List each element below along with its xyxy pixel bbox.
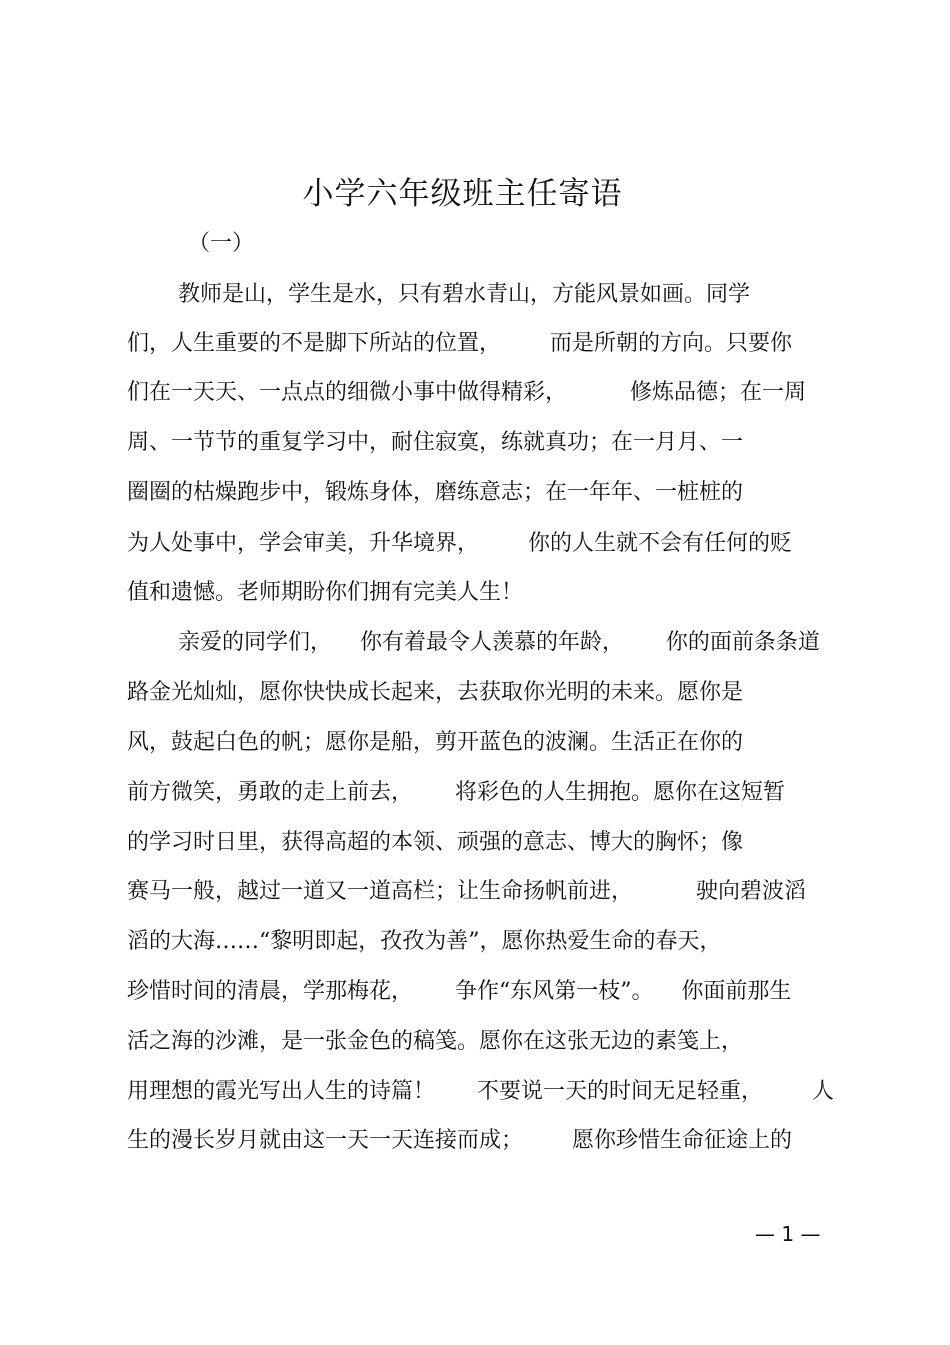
document-title: 小学六年级班主任寄语 xyxy=(302,176,623,212)
page-number: — 1 — xyxy=(755,1222,821,1246)
paragraph-2-line-7: 滔的大海……“黎明即起，孜孜为善”，愿你热爱生命的春天， xyxy=(127,929,722,954)
paragraph-1-line-3: 们在一天天、一点点的细微小事中做得精彩， 修炼品德；在一周 xyxy=(127,380,806,405)
section-label: （一） xyxy=(188,231,255,256)
paragraph-2-line-9: 活之海的沙滩，是一张金色的稿笺。愿你在这张无边的素笺上， xyxy=(127,1029,744,1054)
paragraph-1-line-6: 为人处事中，学会审美，升华境界， 你的人生就不会有任何的贬 xyxy=(127,531,792,556)
paragraph-1-line-7: 值和遗憾。老师期盼你们拥有完美人生！ xyxy=(127,580,524,605)
paragraph-2-line-3: 风，鼓起白色的帆；愿你是船，剪开蓝色的波澜。生活正在你的 xyxy=(127,730,744,755)
paragraph-2-line-11: 生的漫长岁月就由这一天一天连接而成； 愿你珍惜生命征途上的 xyxy=(127,1128,792,1153)
paragraph-1-line-1: 教师是山，学生是水，只有碧水青山，方能风景如画。同学 xyxy=(178,282,751,307)
paragraph-1-line-5: 圈圈的枯燥跑步中，锻炼身体，磨练意志；在一年年、一桩桩的 xyxy=(127,480,744,505)
paragraph-2-line-6: 赛马一般，越过一道又一道高栏；让生命扬帆前进， 驶向碧波滔 xyxy=(127,879,806,904)
paragraph-2-line-4: 前方微笑，勇敢的走上前去， 将彩色的人生拥抱。愿你在这短暂 xyxy=(127,780,785,805)
paragraph-1-line-4: 周、一节节的重复学习中，耐住寂寞，练就真功；在一月月、一 xyxy=(127,430,744,455)
paragraph-2-line-10: 用理想的霞光写出人生的诗篇！ 不要说一天的时间无足轻重， 人 xyxy=(127,1079,834,1104)
paragraph-1-line-2: 们，人生重要的不是脚下所站的位置， 而是所朝的方向。只要你 xyxy=(127,331,792,356)
paragraph-2-line-8: 珍惜时间的清晨，学那梅花， 争作“东风第一枝”。 你面前那生 xyxy=(127,979,792,1004)
paragraph-2-line-2: 路金光灿灿，愿你快快成长起来，去获取你光明的未来。愿你是 xyxy=(127,680,744,705)
paragraph-2-line-5: 的学习时日里，获得高超的本领、顽强的意志、博大的胸怀；像 xyxy=(127,830,744,855)
paragraph-2-line-1: 亲爱的同学们， 你有着最令人羡慕的年龄， 你的面前条条道 xyxy=(178,630,820,655)
